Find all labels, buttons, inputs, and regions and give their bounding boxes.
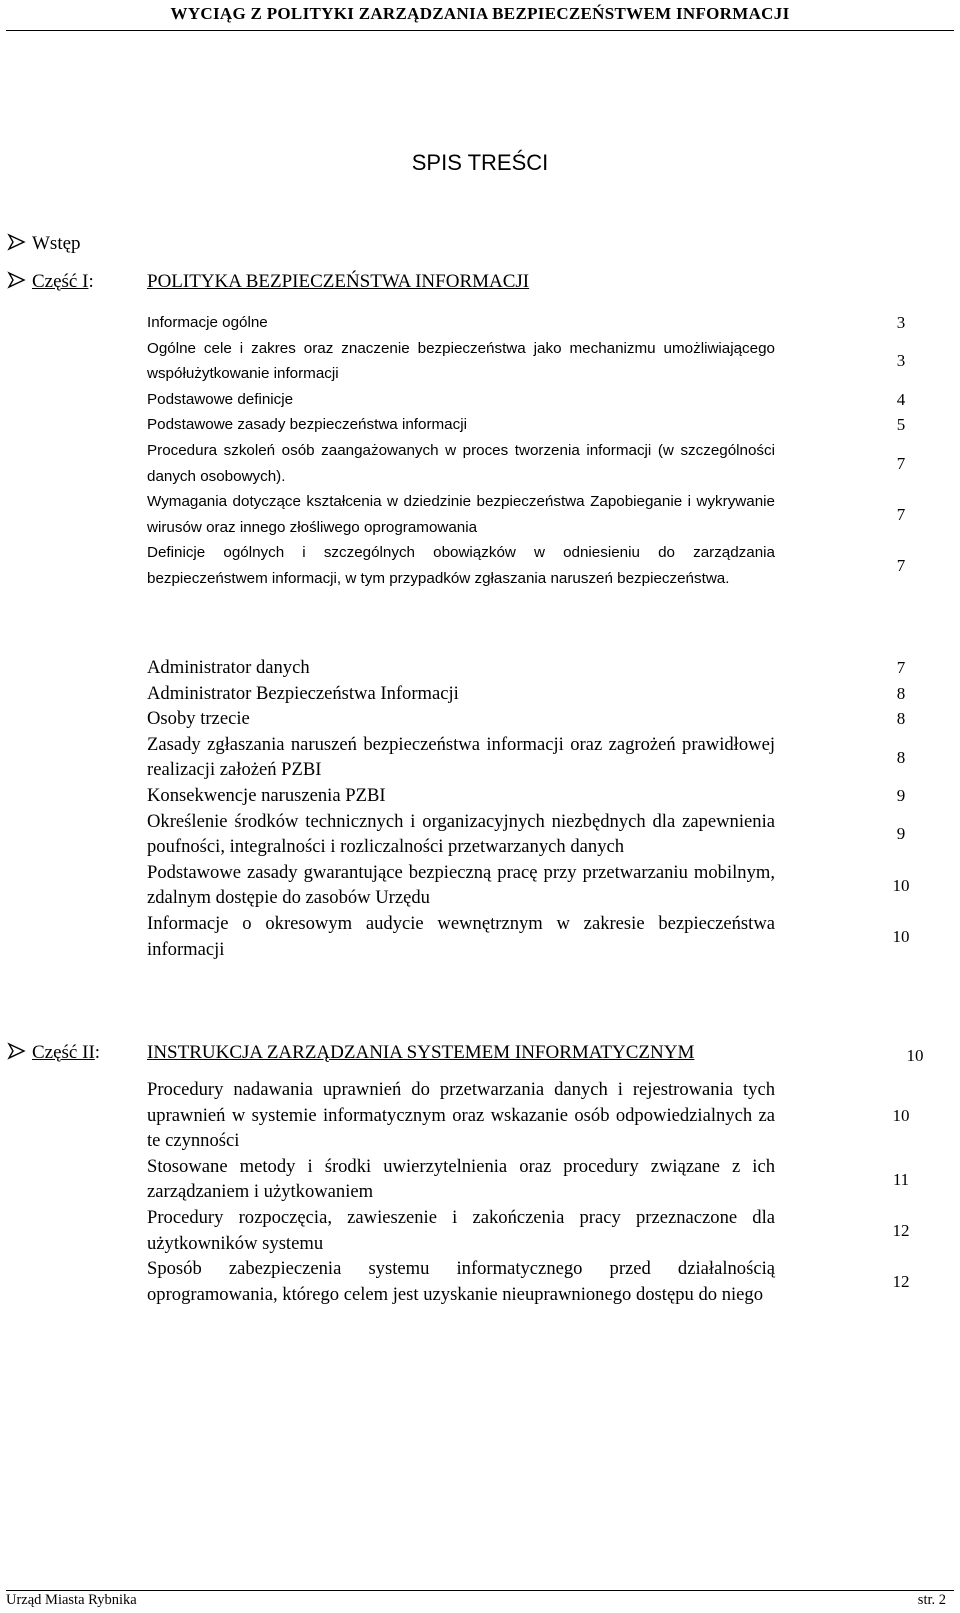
footer-divider [6,1590,954,1591]
toc-entry-page: 10 [892,926,910,946]
toc-entry-title: Sposób zabezpieczenia systemu informatycznego przed działalnością oprogramowania, którego celem jest uzyskanie nieuprawnionego dostępu do niego [147,1258,775,1305]
toc-entry-title: Informacje ogólne [147,314,268,331]
toc-entry-page: 7 [896,504,906,524]
toc-entry-page: 11 [892,1169,910,1189]
toc-entry [147,706,932,732]
toc-entry [147,860,932,911]
toc-entry-page: 8 [896,747,906,767]
toc-entry-page: 12 [892,1271,910,1291]
toc-entry-title: Podstawowe zasady bezpieczeństwa informacji [147,416,467,434]
toc-entry [147,336,932,387]
toc-entry-title: Osoby trzecie [147,708,250,730]
toc-entry [147,1256,932,1307]
toc-entry [147,489,932,540]
toc-entry-page: 12 [892,1220,910,1240]
toc-entry-title: Konsekwencje naruszenia PZBI [147,784,386,806]
toc-entry [147,1205,932,1256]
part-2-heading: INSTRUKCJA ZARZĄDZANIA SYSTEMEM INFORMATYCZNYM [147,1042,695,1063]
toc-entry-page: 10 [892,875,910,895]
footer-page-number: str. 2 [917,1592,946,1608]
toc-entry-title: Podstawowe zasady gwarantujące bezpieczną pracę przy przetwarzaniu mobilnym, zdalnym dostępie do zasobów Urzędu [147,861,775,909]
toc-entry-title: Procedury nadawania uprawnień do przetwarzania danych i rejestrowania tych uprawnień w systemie informatycznym oraz wskazanie osób odpowiedzialnych za te czynności [147,1079,775,1152]
part-2-heading-page: 10 [906,1046,924,1065]
toc-entry-page: 5 [896,415,906,435]
toc-entry-page: 3 [896,351,906,371]
part-2-label: Część II: [32,1042,101,1063]
toc-entry [147,310,932,336]
toc-entry [147,438,932,489]
arrow-bullet-icon [6,269,28,291]
toc-entry-title: Ogólne cele i zakres oraz znaczenie bezpieczeństwa jako mechanizmu umożliwiającego współużytkowanie informacji [147,339,775,383]
toc-entry-title: Wymagania dotyczące kształcenia w dziedzinie bezpieczeństwa Zapobieganie i wykrywanie wirusów oraz innego złośliwego oprogramowania [147,493,775,536]
toc-entry [147,783,932,809]
toc-entry-page: 3 [896,313,906,332]
document-header [0,0,960,34]
header-title: WYCIĄG Z POLITYKI ZARZĄDZANIA BEZPIECZEŃSTWEM INFORMACJI [170,4,790,23]
toc-entry [147,387,932,413]
arrow-bullet-icon [6,231,28,253]
toc-entry-page: 7 [896,453,906,473]
toc-entry [147,655,932,681]
toc-entry-title: Definicje ogólnych i szczególnych obowiązków w odniesieniu do zarządzania bezpieczeństwem informacji, w tym przypadków zgłaszania naruszeń bezpieczeństwa. [147,544,775,587]
toc-entry-title: Podstawowe definicje [147,390,294,408]
toc-entry [147,412,932,438]
part-1-entries-a [147,310,932,592]
toc-entry-page: 4 [896,389,906,409]
toc-entry-page: 9 [896,785,906,805]
part-2-entries [147,1077,932,1307]
toc-entry-title: Informacje o okresowym audycie wewnętrznym w zakresie bezpieczeństwa informacji [147,912,775,960]
header-divider [6,30,954,31]
toc-entry-title: Administrator Bezpieczeństwa Informacji [147,682,459,704]
toc-entry-title: Stosowane metody i środki uwierzytelnienia oraz procedury związane z ich zarządzaniem i użytkowaniem [147,1155,775,1203]
part-1-heading: POLITYKA BEZPIECZEŃSTWA INFORMACJI [147,271,530,292]
toc-entry-page: 10 [892,1105,910,1125]
toc-entry-page: 8 [896,683,906,703]
toc-entry [147,809,932,860]
intro-label: Wstęp [32,233,81,254]
toc-entry-title: Procedura szkoleń osób zaangażowanych w proces tworzenia informacji (w szczególności danych osobowych). [147,441,775,485]
toc-entry-title: Administrator danych [147,657,310,678]
toc-entry [147,681,932,707]
toc-entry-title: Zasady zgłaszania naruszeń bezpieczeństwa informacji oraz zagrożeń prawidłowej realizacji założeń PZBI [147,733,775,781]
toc-entry-page: 9 [896,824,906,844]
toc-entry [147,732,932,783]
toc-entry-page: 7 [896,658,906,677]
toc-entry-title: Procedury rozpoczęcia, zawieszenie i zakończenia pracy przeznaczone dla użytkowników systemu [147,1206,775,1254]
arrow-bullet-icon [6,1040,28,1062]
toc-entry-page: 8 [896,709,906,729]
page-title: SPIS TREŚCI [411,150,549,175]
toc-entry [147,1077,932,1154]
toc-entry [147,911,932,962]
footer-institution: Urząd Miasta Rybnika [6,1592,137,1608]
part-1-entries-b [147,655,932,962]
toc-entry-page: 7 [896,556,906,576]
toc-entry [147,540,932,591]
part-1-label: Część I: [32,271,94,292]
toc-entry [147,1154,932,1205]
toc-entry-title: Określenie środków technicznych i organizacyjnych niezbędnych dla zapewnienia poufności, integralności i rozliczalności przetwarzanych danych [147,810,775,858]
